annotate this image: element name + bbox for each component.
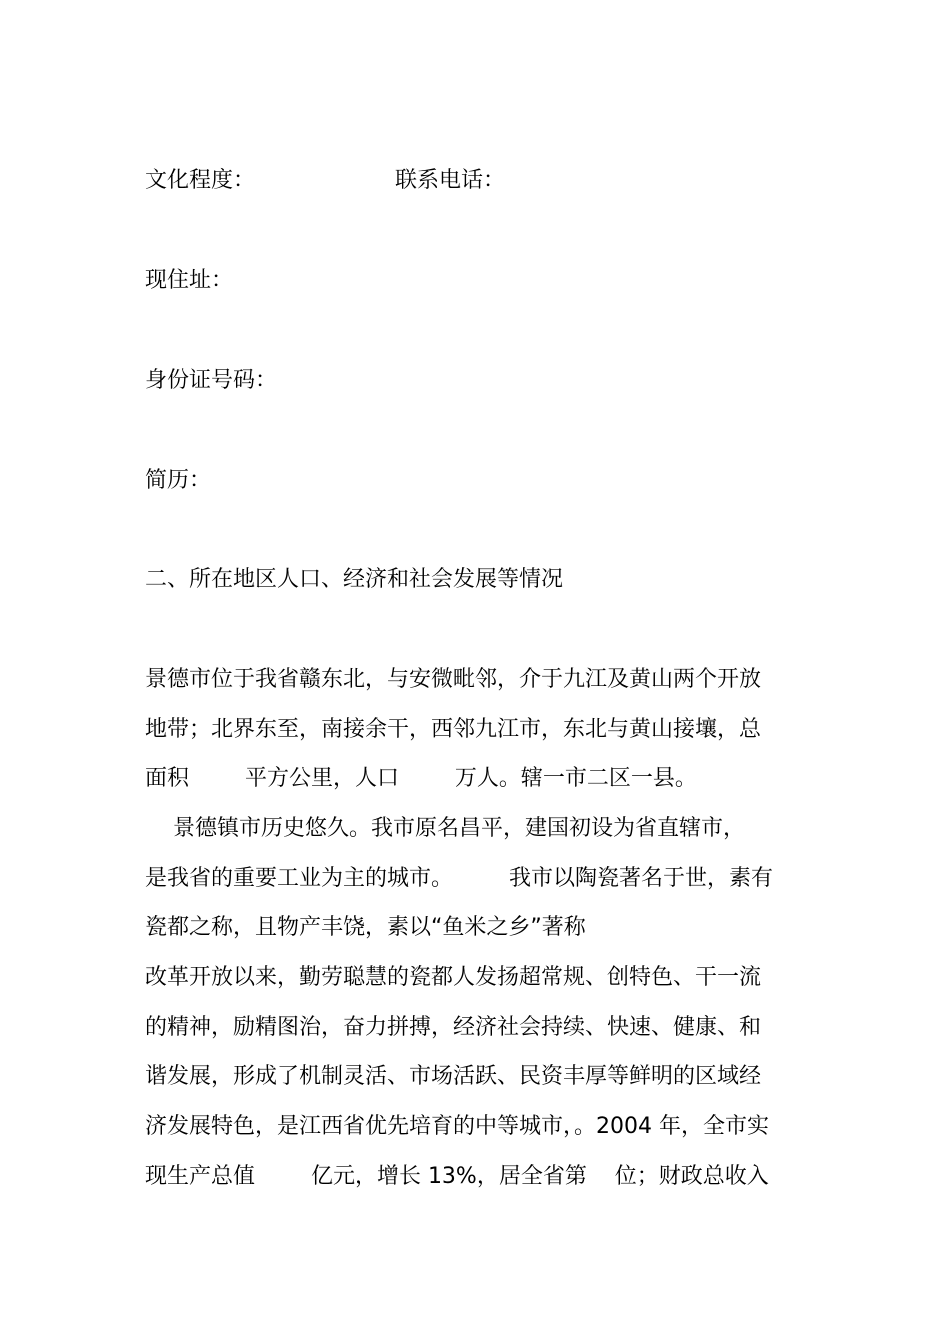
paragraph-line: 现生产总值 亿元，增长 13%，居全省第 位；财政总收入	[145, 1164, 769, 1189]
paragraph-line: 瓷都之称，且物产丰饶，素以“鱼米之乡”著称	[145, 915, 586, 940]
phone-label: 联系电话：	[395, 168, 506, 193]
paragraph-line: 是我省的重要工业为主的城市。 我市以陶瓷著名于世，素有	[145, 866, 773, 891]
id-number-label: 身份证号码：	[145, 368, 278, 393]
paragraph-line: 改革开放以来，勤劳聪慧的瓷都人发扬超常规、创特色、干一流	[145, 965, 762, 990]
address-label: 现住址：	[145, 268, 234, 293]
education-label: 文化程度：	[145, 168, 256, 193]
paragraph-line: 谐发展，形成了机制灵活、市场活跃、民资丰厚等鲜明的区域经	[145, 1064, 762, 1089]
education-phone-row	[145, 166, 505, 196]
paragraph-line: 地带；北界东至，南接余干，西邻九江市，东北与黄山接壤，总	[145, 717, 762, 742]
paragraph-line: 的精神，励精图治，奋力拼搏，经济社会持续、快速、健康、和	[145, 1015, 762, 1040]
paragraph-line: 济发展特色，是江西省优先培育的中等城市，。2004 年，全市实	[145, 1114, 769, 1139]
section-heading: 二、所在地区人口、经济和社会发展等情况	[145, 567, 564, 592]
paragraph-line: 景德镇市历史悠久。我市原名昌平，建国初设为省直辖市，	[145, 816, 745, 841]
resume-label: 简历：	[145, 468, 212, 493]
paragraph-line: 景德市位于我省赣东北，与安微毗邻，介于九江及黄山两个开放	[145, 667, 762, 692]
paragraph-line: 面积 平方公里，人口 万人。辖一市二区一县。	[145, 766, 697, 791]
